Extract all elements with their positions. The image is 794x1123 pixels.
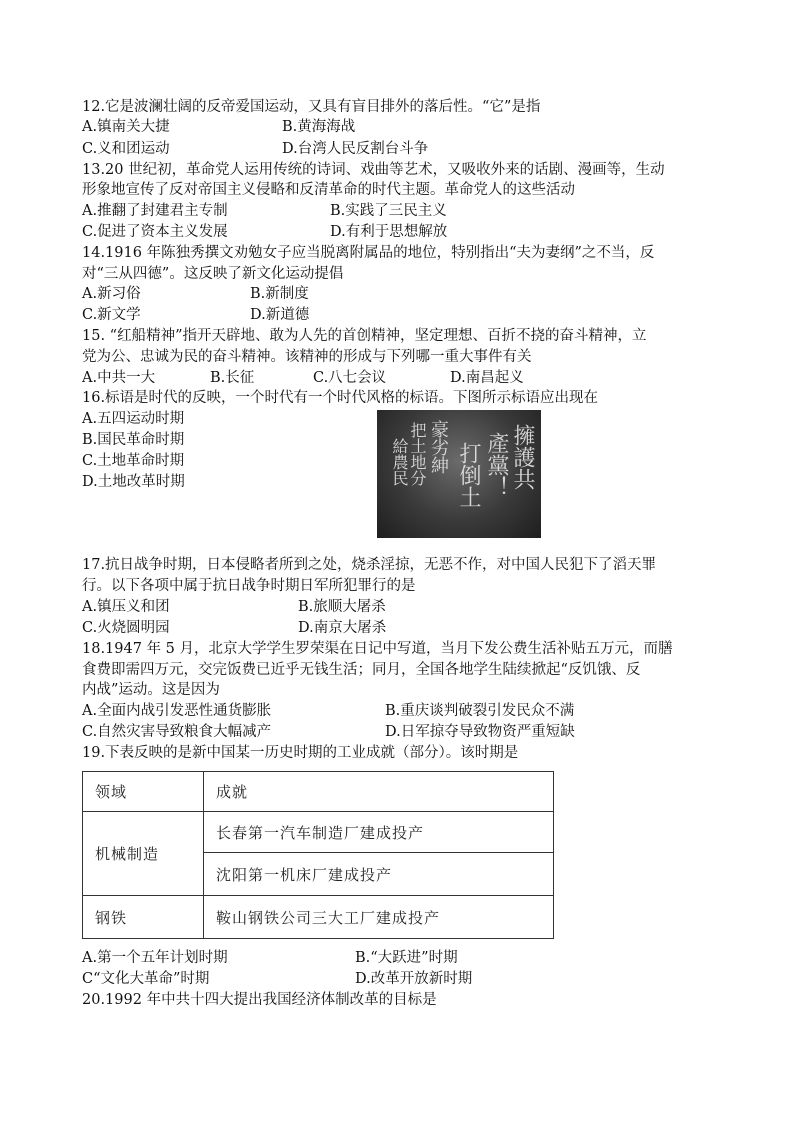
q13-option-c: C.促进了资本主义发展: [82, 224, 228, 240]
slogan-column: 打倒土: [456, 442, 481, 508]
q20-stem: 20.1992 年中共十四大提出我国经济体制改革的目标是: [82, 992, 437, 1008]
q17-option-d: D.南京大屠杀: [298, 620, 387, 636]
q12-option-d: D.台湾人民反割台斗争: [282, 141, 429, 157]
q18-stem-line3: 内战”运动。这是因为: [82, 682, 220, 698]
table-header-field: 领域: [83, 772, 204, 812]
q19-option-d: D.改革开放新时期: [355, 971, 473, 987]
q14-option-c: C.新文学: [82, 307, 141, 323]
q17-option-c: C.火烧圆明园: [82, 620, 170, 636]
table-cell-field: 机械制造: [83, 812, 204, 896]
q16-stem: 16.标语是时代的反映，一个时代有一个时代风格的标语。下图所示标语应出现在: [82, 390, 599, 406]
q12-stem: 12.它是波澜壮阔的反帝爱国运动，又具有盲目排外的落后性。“它”是指: [82, 99, 541, 115]
achievement-table: [82, 771, 554, 939]
table-cell-achievement: 沈阳第一机床厂建成投产: [204, 853, 554, 896]
q15-stem-line1: 15. “红船精神”指开天辟地、敢为人先的首创精神，坚定理想、百折不挠的奋斗精神，立: [82, 328, 647, 344]
slogan-photo: [377, 410, 541, 538]
q16-option-d: D.土地改革时期: [82, 474, 185, 490]
table-cell-achievement: 长春第一汽车制造厂建成投产: [204, 812, 554, 853]
q19-option-c: C“文化大革命”时期: [82, 971, 210, 987]
q13-stem-line2: 形象地宣传了反对帝国主义侵略和反清革命的时代主题。革命党人的这些活动: [82, 182, 575, 198]
q18-option-a: A.全面内战引发恶性通货膨胀: [82, 703, 272, 719]
slogan-column: 把土地分: [408, 422, 427, 486]
table-row: [83, 896, 554, 939]
q15-option-d: D.南昌起义: [450, 370, 524, 386]
q15-option-b: B.长征: [210, 370, 255, 386]
q14-stem-line1: 14.1916 年陈独秀撰文劝勉女子应当脱离附属品的地位，特别指出“夫为妻纲”之不当，反: [82, 245, 655, 261]
q13-stem-line1: 13.20 世纪初，革命党人运用传统的诗词、戏曲等艺术，又吸收外来的话剧、漫画等，生动: [82, 162, 665, 178]
q15-stem-line2: 党为公、忠诚为民的奋斗精神。该精神的形成与下列哪一重大事件有关: [82, 349, 532, 365]
q18-option-c: C.自然灾害导致粮食大幅减产: [82, 724, 272, 740]
table-cell-achievement: 鞍山钢铁公司三大工厂建成投产: [204, 896, 554, 939]
q18-option-b: B.重庆谈判破裂引发民众不满: [385, 703, 575, 719]
table-row: [83, 812, 554, 853]
q15-option-c: C.八七会议: [313, 370, 387, 386]
table-cell-field: 钢铁: [83, 896, 204, 939]
q18-stem-line1: 18.1947 年 5 月，北京大学学生罗荣渠在日记中写道，当月下发公费生活补贴五万元，而膳: [82, 641, 673, 657]
q17-stem-line1: 17.抗日战争时期，日本侵略者所到之处，烧杀淫掠，无恶不作，对中国人民犯下了滔天罪: [82, 557, 657, 573]
q17-option-a: A.镇压义和团: [82, 599, 170, 615]
q14-option-d: D.新道德: [250, 307, 310, 323]
q18-option-d: D.日军掠夺导致物资严重短缺: [385, 724, 575, 740]
q14-stem-line2: 对“三从四德”。这反映了新文化运动提倡: [82, 266, 344, 282]
q14-option-a: A.新习俗: [82, 286, 141, 302]
slogan-column: 產黨！: [484, 432, 509, 498]
q19-option-b: B.“大跃进”时期: [355, 950, 458, 966]
q12-option-b: B.黄海海战: [282, 119, 356, 135]
q16-option-c: C.土地革命时期: [82, 453, 185, 469]
q14-option-b: B.新制度: [250, 286, 309, 302]
q12-option-c: C.义和团运动: [82, 141, 170, 157]
slogan-column: 給農民: [390, 438, 409, 486]
q13-option-b: B.实践了三民主义: [330, 203, 447, 219]
q15-option-a: A.中共一大: [82, 370, 156, 386]
q13-option-a: A.推翻了封建君主专制: [82, 203, 228, 219]
q19-option-a: A.第一个五年计划时期: [82, 950, 228, 966]
table-header-row: [83, 772, 554, 812]
q17-stem-line2: 行。以下各项中属于抗日战争时期日军所犯罪行的是: [82, 578, 416, 594]
q13-option-d: D.有利于思想解放: [330, 224, 448, 240]
q19-stem: 19.下表反映的是新中国某一历史时期的工业成就（部分）。该时期是: [82, 745, 519, 761]
q16-option-a: A.五四运动时期: [82, 411, 185, 427]
q18-stem-line2: 食费即需四万元，交完饭费已近乎无钱生活；同月，全国各地学生陆续掀起“反饥饿、反: [82, 662, 641, 678]
slogan-column: 擁護共: [510, 424, 535, 490]
table-header-achievement: 成就: [204, 772, 554, 812]
q17-option-b: B.旅顺大屠杀: [298, 599, 386, 615]
q16-option-b: B.国民革命时期: [82, 432, 185, 448]
slogan-column: 豪劣紳: [428, 420, 449, 474]
q12-option-a: A.镇南关大捷: [82, 119, 170, 135]
